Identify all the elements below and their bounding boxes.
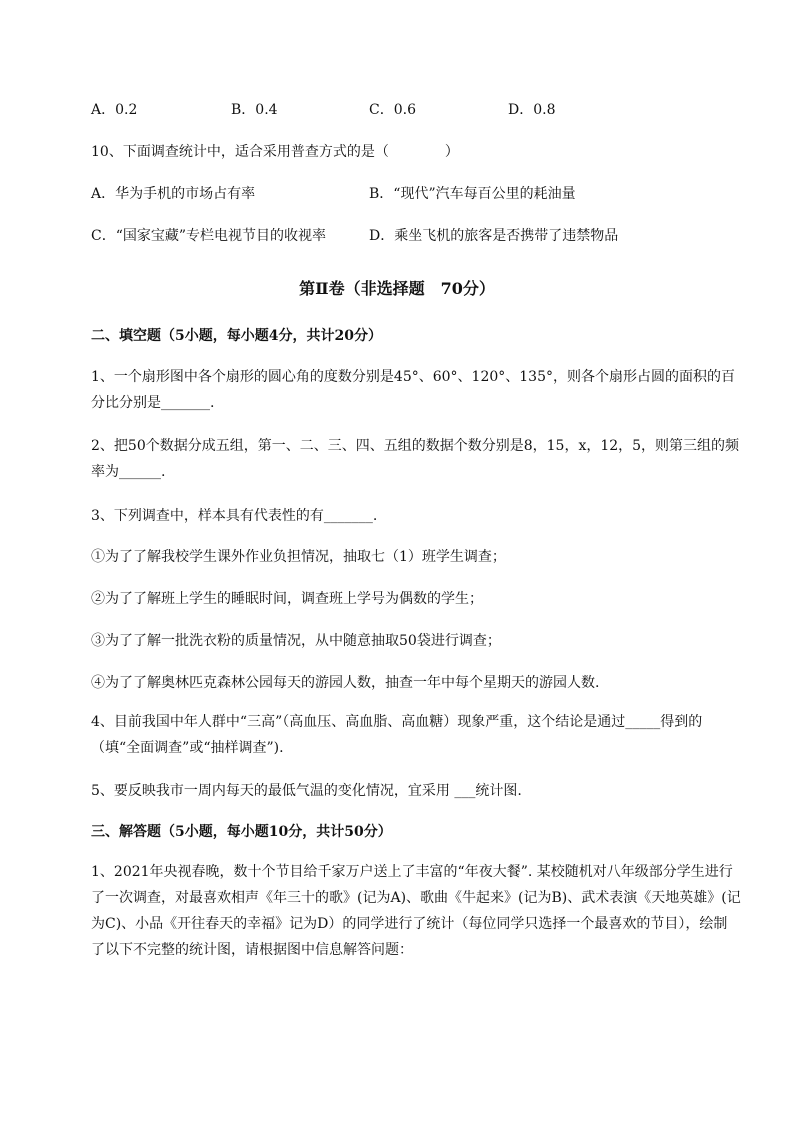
q10-stem: 10、下面调查统计中，适合采用普查方式的是（ ）: [91, 144, 459, 160]
solve-q1: 1、2021年央视春晚，数十个节目给千家万户送上了丰富的“年夜大餐”. 某校随机对八年级部分学生进行了一次调查，对最喜欢相声《年三十的歌》(记为A)、歌曲《牛起来》(记为B)、武术表演《天地英雄》(记为C)、小品《开往春天的幸福》记为D）的同学进行了统计（每位同学只选择一个最喜欢的节目），绘制了以下不完整的统计图，请根据图中信息解答问题：: [91, 864, 741, 958]
q9-option-c[interactable]: C．0.6: [369, 102, 416, 118]
q10-option-a[interactable]: A．华为手机的市场占有率: [91, 186, 256, 202]
q10-option-c[interactable]: C．“国家宝藏”专栏电视节目的收视率: [91, 228, 327, 244]
fill-q3: 3、下列调查中，样本具有代表性的有_______.: [91, 508, 378, 524]
fill-q4: 4、目前我国中年人群中“三高”（高血压、高血脂、高血糖）现象严重，这个结论是通过_____得到的（填“全面调查”或“抽样调查”).: [91, 714, 703, 756]
q10-option-b[interactable]: B．“现代”汽车每百公里的耗油量: [369, 186, 576, 202]
fill-q5: 5、要反映我市一周内每天的最低气温的变化情况，宜采用 ___统计图.: [91, 783, 522, 799]
solve-section-heading: 三、解答题（5小题，每小题10分，共计50分）: [91, 824, 392, 840]
q9-option-a[interactable]: A．0.2: [91, 102, 138, 118]
q9-option-d[interactable]: D．0.8: [508, 102, 556, 118]
fill-section-heading: 二、填空题（5小题，每小题4分，共计20分）: [91, 328, 382, 344]
fill-q3-item-1: ①为了了解我校学生课外作业负担情况，抽取七（1）班学生调查；: [91, 549, 506, 565]
q9-option-b[interactable]: B．0.4: [231, 102, 278, 118]
fill-q3-item-2: ②为了了解班上学生的睡眠时间，调查班上学号为偶数的学生；: [91, 591, 483, 607]
fill-q2: 2、把50个数据分成五组，第一、二、三、四、五组的数据个数分别是8，15，x，12，5，则第三组的频率为______.: [91, 438, 740, 480]
part2-title: 第Ⅱ卷（非选择题 70分）: [299, 279, 495, 298]
q10-option-d[interactable]: D．乘坐飞机的旅客是否携带了违禁物品: [369, 228, 619, 244]
fill-q3-item-3: ③为了了解一批洗衣粉的质量情况，从中随意抽取50袋进行调查；: [91, 633, 501, 649]
fill-q3-item-4: ④为了了解奥林匹克森林公园每天的游园人数，抽查一年中每个星期天的游园人数.: [91, 675, 600, 691]
fill-q1: 1、一个扇形图中各个扇形的圆心角的度数分别是45°、60°、120°、135°，则各个扇形占圆的面积的百分比分别是_______.: [91, 369, 735, 411]
